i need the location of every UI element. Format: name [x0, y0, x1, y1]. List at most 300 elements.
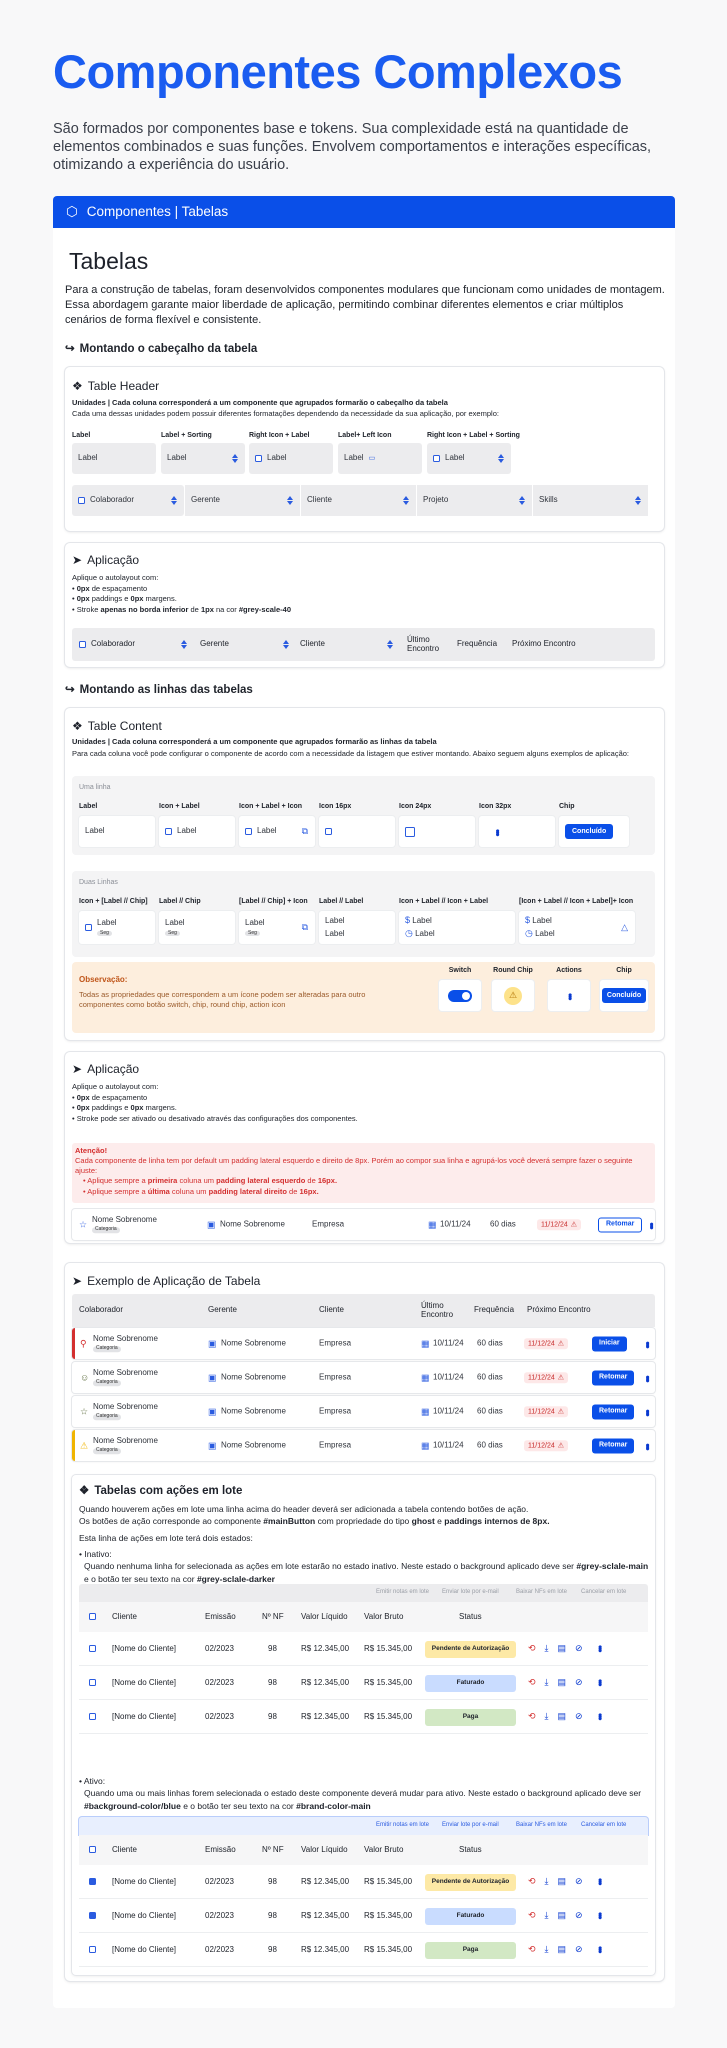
more-icon[interactable]: •••: [593, 1713, 606, 1719]
client-name: Empresa: [319, 1372, 352, 1382]
header-label: Frequência: [474, 1305, 515, 1315]
header-label: Frequência: [457, 639, 498, 649]
sort-icon[interactable]: [181, 640, 187, 649]
inactive-item: • Inativo: Quando nenhuma linha for selecionada as ações em lote estarão no estado inativo. Neste estado o background aplicado deve ser #grey-sclale-main e o botão ter seu texto na cor #grey-sclale-darker: [79, 1548, 649, 1584]
collab-cell: [93, 1403, 158, 1421]
cancel-icon[interactable]: ⊘: [575, 1876, 583, 1886]
component-icon: ❖: [79, 1485, 90, 1497]
checkbox[interactable]: [85, 924, 92, 931]
header-cell-projeto[interactable]: [417, 485, 532, 516]
header-label: Cliente: [319, 1305, 344, 1315]
batch-row[interactable]: [79, 1865, 648, 1899]
content-cell-two-5[interactable]: [519, 911, 635, 944]
sort-icon[interactable]: [287, 496, 293, 505]
sort-icon[interactable]: [171, 496, 177, 505]
header-cell-cliente[interactable]: [301, 485, 416, 516]
batch-row[interactable]: [79, 1632, 648, 1666]
content-cell-two-1[interactable]: [159, 911, 235, 944]
sort-icon[interactable]: [635, 496, 641, 505]
collab-name: Nome Sobrenome: [93, 1401, 158, 1411]
header-col[interactable]: [457, 628, 509, 661]
more-icon[interactable]: •••: [640, 1374, 653, 1381]
row-actions: [528, 1642, 606, 1654]
checkbox[interactable]: [78, 497, 85, 504]
header-label[interactable]: Valor Bruto: [364, 1845, 404, 1854]
card-title: [72, 1061, 139, 1077]
row-checkbox[interactable]: [89, 1713, 96, 1720]
status-chip: Pendente de Autorização: [425, 1641, 516, 1658]
sort-icon[interactable]: [232, 454, 238, 463]
warning-icon: ⚠: [557, 1407, 565, 1415]
b: 0px: [76, 1092, 90, 1102]
panel-header: [53, 196, 675, 228]
category-chip: Categoria: [93, 1381, 121, 1387]
header-label: Colaborador: [79, 1305, 124, 1315]
user-icon: ▣: [208, 1440, 217, 1450]
header-label[interactable]: Nº NF: [262, 1845, 284, 1854]
frequency: 60 dias: [477, 1440, 503, 1450]
content-cell-5[interactable]: [479, 816, 555, 847]
checkbox-16[interactable]: [325, 828, 332, 835]
document-icon[interactable]: ▤: [557, 1711, 567, 1721]
units-line: Unidades | Cada coluna corresponderá a um componente que agrupados formarão o cabeçalho da tabela: [72, 398, 448, 407]
batch-row[interactable]: [79, 1700, 648, 1734]
manager-name: Nome Sobrenome: [220, 1219, 285, 1229]
example-header: [72, 1294, 655, 1327]
example-row[interactable]: [72, 1362, 655, 1393]
row-checkbox[interactable]: [89, 1645, 96, 1652]
sort-icon[interactable]: [403, 496, 409, 505]
obs-title: Observação:: [79, 975, 128, 984]
section-title: Montando o cabeçalho da tabela: [79, 343, 258, 355]
document-icon[interactable]: ▤: [557, 1876, 567, 1886]
header-col[interactable]: [407, 628, 455, 661]
sort-icon[interactable]: [283, 640, 289, 649]
checkbox[interactable]: [79, 641, 86, 648]
header-label: Colaborador: [90, 495, 135, 505]
cell-label: Label: [177, 826, 197, 836]
client-name: [Nome do Cliente]: [112, 1911, 177, 1920]
sort-icon[interactable]: [498, 454, 504, 463]
select-all-checkbox[interactable]: [89, 1846, 96, 1853]
emission: 02/2023: [205, 1678, 234, 1687]
batch-action-button[interactable]: Cancelar em lote: [581, 1589, 627, 1595]
header-label[interactable]: Emissão: [205, 1845, 236, 1854]
checkbox-24[interactable]: [405, 827, 415, 837]
last-date: 10/11/24: [433, 1372, 464, 1382]
header-cell-1[interactable]: [161, 443, 245, 474]
emission: 02/2023: [205, 1644, 234, 1653]
status-chip: Faturado: [425, 1675, 516, 1692]
seg-chip: Seg: [245, 931, 260, 937]
b: 0px: [76, 594, 90, 603]
emission: 02/2023: [205, 1877, 234, 1886]
header-cell-4[interactable]: [427, 443, 511, 474]
sync-icon[interactable]: ⟲: [528, 1910, 536, 1920]
more-icon[interactable]: •••: [563, 992, 576, 999]
last-date: 10/11/24: [440, 1219, 471, 1229]
next-date: 11/12/24: [541, 1220, 568, 1228]
cell-label: Label: [165, 917, 185, 927]
component-icon: ❖: [72, 379, 83, 393]
units-desc: Para cada coluna você pode configurar o componente de acordo com a necessidade da listagem que estiver montando. Abaixo seguem alguns exemplos de aplicação:: [72, 749, 630, 758]
batch-action-button[interactable]: Enviar lote por e-mail: [442, 1822, 499, 1828]
last-date: 10/11/24: [433, 1338, 464, 1348]
download-icon[interactable]: ⤓: [544, 1643, 549, 1653]
b: 0px: [76, 583, 90, 593]
autolayout-intro: Aplique o autolayout com:: [72, 573, 159, 582]
checkbox[interactable]: [245, 828, 252, 835]
b: primeira: [147, 1176, 178, 1186]
b: 16px.: [299, 1186, 319, 1196]
card-title-text: Aplicação: [87, 1062, 140, 1076]
net-value: R$ 12.345,00: [301, 1911, 350, 1920]
content-cell-4[interactable]: [399, 816, 475, 847]
status-chip: Concluído: [565, 824, 613, 839]
table-row[interactable]: [72, 1209, 655, 1240]
row-checkbox[interactable]: [89, 1878, 96, 1885]
last-date: 10/11/24: [433, 1440, 464, 1450]
category-chip: Categoria: [93, 1449, 121, 1455]
b: ghost: [411, 1516, 435, 1527]
row-action-button[interactable]: Iniciar: [592, 1336, 627, 1351]
t: Stroke: [76, 604, 101, 614]
more-icon[interactable]: •••: [640, 1442, 653, 1449]
tables-heading: Tabelas: [69, 248, 149, 274]
document-icon[interactable]: ▤: [557, 1910, 567, 1920]
content-variant-label: Icon + [Label // Chip]: [79, 898, 148, 905]
warning-round-chip: ⚠: [504, 987, 522, 1005]
header-cell-0[interactable]: [72, 443, 156, 474]
last-date: 10/11/24: [433, 1406, 464, 1416]
nf-number: 98: [268, 1644, 277, 1653]
example-row[interactable]: [72, 1396, 655, 1427]
batch-action-button[interactable]: Emitir notas em lote: [376, 1589, 430, 1595]
example-header-col[interactable]: [208, 1294, 308, 1327]
batch-action-button[interactable]: Baixar NFs em lote: [516, 1822, 568, 1828]
b: 0px: [130, 594, 144, 603]
header-label: Skills: [539, 495, 558, 505]
emission: 02/2023: [205, 1945, 234, 1954]
component-icon: ❖: [72, 719, 83, 733]
content-cell-two-2[interactable]: [239, 911, 315, 944]
user-icon: ▣: [208, 1406, 217, 1416]
nf-number: 98: [268, 1877, 277, 1886]
card-title-text: Table Content: [87, 719, 162, 733]
nf-number: 98: [268, 1678, 277, 1687]
header-cell-gerente[interactable]: [185, 485, 300, 516]
row-action-button[interactable]: Retomar: [592, 1370, 634, 1385]
status-chip: Paga: [425, 1709, 516, 1726]
tables-panel: [53, 196, 675, 2008]
content-cell-0[interactable]: [79, 816, 155, 847]
header-label[interactable]: Status: [459, 1612, 482, 1621]
header-label: Projeto: [423, 495, 449, 505]
content-cell-2[interactable]: [239, 816, 315, 847]
download-icon[interactable]: ⤓: [544, 1910, 549, 1920]
sort-icon[interactable]: [519, 496, 525, 505]
content-variant-label: [Label // Chip] + Icon: [239, 898, 308, 905]
batch-actions-card: [72, 1475, 655, 1975]
header-label[interactable]: Cliente: [112, 1845, 137, 1854]
frequency: 60 dias: [477, 1372, 503, 1382]
header-cell-skills[interactable]: [533, 485, 648, 516]
content-cell-3[interactable]: [319, 816, 395, 847]
net-value: R$ 12.345,00: [301, 1945, 350, 1954]
download-icon[interactable]: ⤓: [544, 1677, 549, 1687]
t: de: [188, 604, 201, 614]
status-chip: Pendente de Autorização: [425, 1874, 516, 1891]
resume-button[interactable]: Retomar: [598, 1217, 642, 1232]
document-icon[interactable]: ▤: [557, 1677, 567, 1687]
status-chip: Concluído: [602, 988, 646, 1003]
next-date-chip: [524, 1338, 568, 1349]
group-label: Duas Linhas: [79, 879, 118, 886]
arrow-return-icon: ↪: [65, 343, 75, 355]
sync-icon[interactable]: ⟲: [528, 1944, 536, 1954]
obs-example-2: [548, 980, 590, 1011]
b: última: [147, 1186, 170, 1196]
row-action-button[interactable]: Retomar: [592, 1404, 634, 1419]
example-row[interactable]: [72, 1328, 655, 1359]
sort-icon[interactable]: [387, 640, 393, 649]
header-label: Último Encontro: [407, 634, 440, 653]
client-name: [Nome do Cliente]: [112, 1712, 177, 1721]
autolayout-list: [72, 1082, 358, 1124]
card-title-text: Exemplo de Aplicação de Tabela: [87, 1274, 261, 1288]
calendar-icon: ▦: [421, 1338, 430, 1348]
manager-name: Nome Sobrenome: [221, 1440, 286, 1450]
cancel-icon[interactable]: ⊘: [575, 1910, 583, 1920]
b: paddings internos de 8px.: [444, 1516, 550, 1527]
cell-label: Label: [532, 915, 552, 925]
user-icon: ▣: [208, 1372, 217, 1382]
select-all-checkbox[interactable]: [89, 1613, 96, 1620]
obs-label: Actions: [556, 967, 582, 974]
gross-value: R$ 15.345,00: [364, 1945, 413, 1954]
cancel-icon[interactable]: ⊘: [575, 1677, 583, 1687]
p: [79, 1515, 649, 1527]
b: #grey-sclale-main: [576, 1561, 649, 1572]
gross-value: R$ 15.345,00: [364, 1712, 413, 1721]
table-header-card: [65, 367, 664, 531]
warning-icon[interactable]: △: [621, 922, 628, 932]
content-cell-two-3[interactable]: [319, 911, 395, 944]
header-label[interactable]: Valor Bruto: [364, 1612, 404, 1621]
b: #background-color/blue: [84, 1800, 181, 1811]
batch-row[interactable]: [79, 1899, 648, 1933]
b: 0px: [130, 1103, 144, 1112]
document-icon[interactable]: ▤: [557, 1643, 567, 1653]
batch-action-button[interactable]: Emitir notas em lote: [376, 1822, 430, 1828]
checkbox[interactable]: [433, 455, 440, 462]
collab-cell: [93, 1437, 158, 1455]
collab-name: Nome Sobrenome: [93, 1333, 158, 1343]
cell-label: Label: [325, 915, 345, 925]
header-label[interactable]: Emissão: [205, 1612, 236, 1621]
card-title: [72, 718, 162, 734]
example-header-col[interactable]: [527, 1294, 597, 1327]
batch-row[interactable]: [79, 1933, 648, 1967]
more-icon[interactable]: •••: [593, 1679, 606, 1685]
b: #mainButton: [263, 1516, 316, 1527]
content-cell-6[interactable]: [559, 816, 629, 847]
client-name: Empresa: [319, 1406, 352, 1416]
client-name: Empresa: [319, 1440, 352, 1450]
t: de espaçamento: [89, 1092, 148, 1102]
header-variant-label: Right Icon + Label + Sorting: [427, 432, 520, 439]
content-variant-label: Icon 24px: [399, 803, 432, 810]
header-label[interactable]: Valor Líquido: [301, 1845, 348, 1854]
cancel-icon[interactable]: ⊘: [575, 1643, 583, 1653]
next-date-chip: [524, 1372, 568, 1383]
warn-bullet: [83, 1176, 652, 1186]
status-chip: Paga: [425, 1942, 516, 1959]
sync-icon[interactable]: ⟲: [528, 1876, 536, 1886]
content-cell-two-4[interactable]: [399, 911, 515, 944]
header-label[interactable]: Nº NF: [262, 1612, 284, 1621]
more-icon[interactable]: •••: [593, 1912, 606, 1918]
row-checkbox[interactable]: [89, 1946, 96, 1953]
section-title: Montando as linhas das tabelas: [79, 684, 253, 696]
batch-row[interactable]: [79, 1666, 648, 1700]
batch-actions-bar: [79, 1584, 648, 1602]
header-col[interactable]: [300, 628, 400, 661]
t: Quando uma ou mais linhas forem selecionada o estado deste componente deverá mudar para ativo. Neste estado o background aplicado deve ser: [84, 1788, 642, 1799]
checkbox[interactable]: [255, 455, 262, 462]
warn-text: Cada componente de linha tem por default um padding lateral esquerdo e direito de 8px. Porém ao compor sua linha e agrupá-los você deverá sempre fazer o seguinte ajuste:: [75, 1156, 633, 1176]
cancel-icon[interactable]: ⊘: [575, 1944, 583, 1954]
checkbox[interactable]: [165, 828, 172, 835]
category-chip: Categoria: [93, 1347, 121, 1353]
cube-icon: ⬡: [66, 203, 78, 219]
batch-action-button[interactable]: Baixar NFs em lote: [516, 1589, 568, 1595]
warn-title: Atenção!: [75, 1146, 108, 1155]
dollar-icon: $: [525, 914, 531, 925]
header-label: Próximo Encontro: [512, 639, 576, 649]
header-label: Cliente: [300, 639, 325, 649]
content-variant-label: Icon 16px: [319, 803, 352, 810]
more-icon[interactable]: •••: [593, 1645, 606, 1651]
b: 0px: [76, 1103, 90, 1112]
more-icon[interactable]: •••: [640, 1408, 653, 1415]
content-variant-label: [Icon + Label // Icon + Label]+ Icon: [519, 898, 634, 905]
header-col[interactable]: [512, 628, 592, 661]
header-label: Colaborador: [91, 639, 136, 649]
example-header-col[interactable]: [319, 1294, 409, 1327]
sync-icon[interactable]: ⟲: [528, 1677, 536, 1687]
content-cell-two-0[interactable]: [79, 911, 155, 944]
t: na cor: [213, 604, 239, 614]
bullet: [72, 594, 291, 605]
header-cell-3[interactable]: [338, 443, 422, 474]
calendar-icon: ▦: [421, 1440, 430, 1450]
t: de espaçamento: [89, 583, 148, 593]
dollar-icon: $: [405, 914, 411, 925]
header-label: Label: [344, 453, 364, 463]
more-icon[interactable]: •••: [593, 1946, 606, 1952]
card-title: [72, 378, 159, 394]
download-icon[interactable]: ⤓: [544, 1876, 549, 1886]
warning-icon: ⚠: [570, 1220, 578, 1228]
section-header-rows: [65, 683, 253, 699]
more-icon[interactable]: •••: [644, 1221, 657, 1228]
card-title-text: Aplicação: [87, 553, 140, 567]
example-row[interactable]: [72, 1430, 655, 1461]
batch-action-button[interactable]: Enviar lote por e-mail: [442, 1589, 499, 1595]
t: coluna um: [177, 1176, 217, 1186]
table-content-card: [65, 708, 664, 1040]
more-icon[interactable]: •••: [640, 1340, 653, 1347]
batch-table-header: [79, 1835, 648, 1865]
batch-action-button[interactable]: Cancelar em lote: [581, 1822, 627, 1828]
download-icon[interactable]: ⤓: [544, 1944, 549, 1954]
header-label[interactable]: Cliente: [112, 1612, 137, 1621]
card-title-text: Tabelas com ações em lote: [94, 1485, 243, 1497]
header-col[interactable]: [200, 628, 296, 661]
example-header-col[interactable]: [474, 1294, 524, 1327]
send-icon: ➤: [72, 1274, 83, 1288]
collab-cell: [92, 1216, 157, 1234]
seg-chip: Seg: [97, 931, 112, 937]
b: #brand-color-main: [296, 1800, 371, 1811]
row-action-button[interactable]: Retomar: [592, 1438, 634, 1453]
more-icon[interactable]: •••: [490, 828, 503, 835]
example-header-col[interactable]: [79, 1294, 199, 1327]
content-cell-1[interactable]: [159, 816, 235, 847]
next-date: 11/12/24: [528, 1407, 555, 1415]
content-variant-label: Label // Chip: [159, 898, 201, 905]
row-checkbox[interactable]: [89, 1912, 96, 1919]
header-label[interactable]: Status: [459, 1845, 482, 1854]
header-cell-2[interactable]: [249, 443, 333, 474]
copy-icon[interactable]: ⧉: [301, 922, 308, 932]
document-icon[interactable]: ▤: [557, 1944, 567, 1954]
more-icon[interactable]: •••: [593, 1878, 606, 1884]
p: Quando houverem ações em lote uma linha acima do header deverá ser adicionada a tabela contendo botões de ação.: [79, 1504, 529, 1514]
status-icon: ☆: [80, 1406, 89, 1416]
example-header-col[interactable]: [421, 1294, 469, 1327]
b: padding lateral esquerdo: [216, 1176, 306, 1186]
status-icon: ⚠: [80, 1440, 89, 1450]
sync-icon[interactable]: ⟲: [528, 1643, 536, 1653]
header-label: Último Encontro: [421, 1300, 454, 1319]
copy-icon[interactable]: ⧉: [301, 826, 308, 836]
switch-toggle[interactable]: [448, 990, 472, 1002]
content-variant-label: Icon + Label // Icon + Label: [399, 898, 489, 905]
sync-icon[interactable]: ⟲: [528, 1711, 536, 1721]
warning-icon: ⚠: [557, 1339, 565, 1347]
assembled-header: [72, 628, 655, 661]
header-variant-label: Label + Sorting: [161, 432, 212, 439]
content-variant-label: Icon + Label: [159, 803, 200, 810]
header-cell-colaborador[interactable]: [72, 485, 184, 516]
t: Stroke pode ser ativado ou desativado através das configurações dos componentes.: [76, 1113, 358, 1123]
header-variant-label: Label: [72, 432, 91, 439]
next-date-chip: [524, 1440, 568, 1451]
next-date: 11/12/24: [528, 1373, 555, 1381]
header-label[interactable]: Valor Líquido: [301, 1612, 348, 1621]
t: Quando nenhuma linha for selecionada as ações em lote estarão no estado inativo. Neste estado o background aplicado deve ser: [84, 1561, 577, 1572]
cancel-icon[interactable]: ⊘: [575, 1711, 583, 1721]
header-col[interactable]: [79, 628, 194, 661]
batch-desc: [79, 1503, 649, 1585]
row-actions: [528, 1909, 606, 1921]
net-value: R$ 12.345,00: [301, 1644, 350, 1653]
row-checkbox[interactable]: [89, 1679, 96, 1686]
download-icon[interactable]: ⤓: [544, 1711, 549, 1721]
warning-icon: ⚠: [557, 1441, 565, 1449]
